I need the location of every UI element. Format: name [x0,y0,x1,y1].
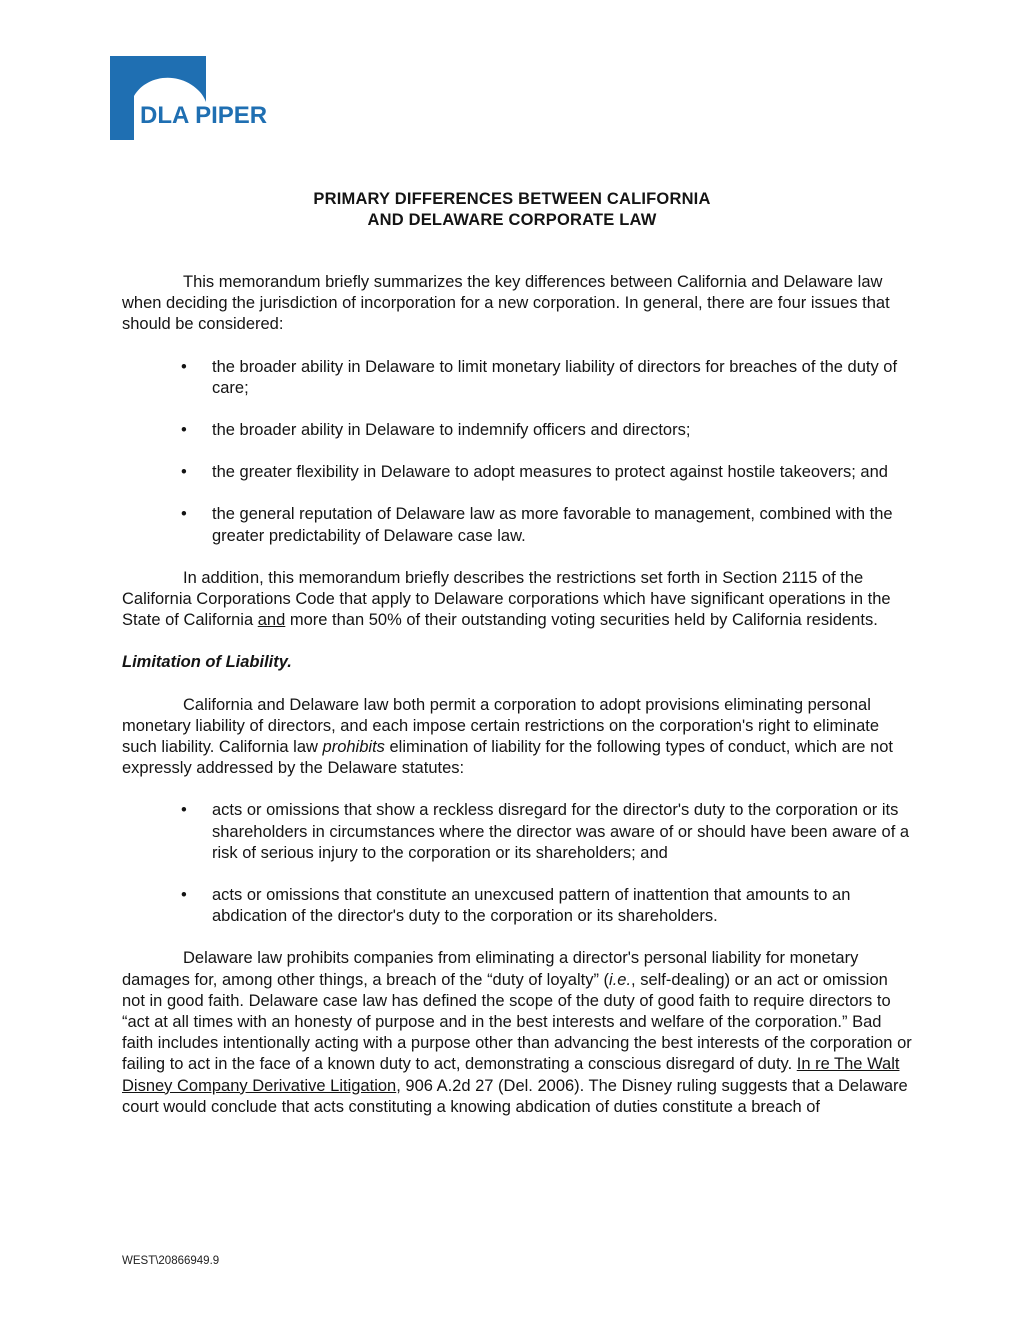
list-item: • the broader ability in Delaware to limit monetary liability of directors for breaches of the duty of care; [181,357,898,397]
list-item: • acts or omissions that show a reckless disregard for the director's duty to the corporation or its shareholders in circumstances where the director was aware of or should have been aware of a risk of serious injury to the corporation or its shareholders; and [181,801,910,862]
bullet-icon: • [181,886,187,905]
bullet-icon: • [181,505,187,524]
list-item: • the broader ability in Delaware to indemnify officers and directors; [122,420,912,441]
list-item: • the general reputation of Delaware law as more favorable to management, combined with the greater predictability of Delaware case law. [181,505,893,545]
title-line-1: PRIMARY DIFFERENCES BETWEEN CALIFORNIA [313,190,711,208]
list-item: • acts or omissions that constitute an unexcused pattern of inattention that amounts to an abdication of the director's duty to the corporation or its shareholders. [181,886,851,926]
bullet-icon: • [181,801,187,820]
emphasis-ie: i.e. [609,970,632,989]
logo-text: DLA PIPER [140,102,268,129]
document-title [122,189,902,231]
delaware-paragraph: Delaware law prohibits companies from eliminating a director's personal liability for monetary damages for, among other things, a breach of the “duty of loyalty” (i.e., self-dealing) or an act or omission not in good faith. Delaware case law has defined the scope of the duty of good faith to require directors to “act at all times with an honesty of purpose and in the best interests and welfare of the corporation.” Bad faith includes intentionally acting with a purpose other than advancing the best interests of the corporation or failing to act in the face of a known duty to act, demonstrating a conscious disregard of duty. In re The Walt Disney Company Derivative Litigation, 906 A.2d 27 (Del. 2006). The Disney ruling suggests that a Delaware court would conclude that acts constituting a knowing abdication of duties constitute a breach of [122,949,912,1116]
title-line-2: AND DELAWARE CORPORATE LAW [367,211,657,229]
emphasis-prohibits: prohibits [322,738,385,757]
case-citation: In re The Walt Disney Company Derivative Litigation [122,1055,900,1095]
section-heading: Limitation of Liability. [122,653,292,672]
logo-mark-icon [108,52,308,144]
list-item: • the greater flexibility in Delaware to adopt measures to protect against hostile takeovers; and [122,462,912,483]
addition-paragraph: In addition, this memorandum briefly describes the restrictions set forth in Section 2115 of the California Corporations Code that apply to Delaware corporations which have significant operations in the State of California and more than 50% of their outstanding voting securities held by California residents. [122,568,891,630]
bullet-icon: • [181,421,187,440]
liability-paragraph: California and Delaware law both permit a corporation to adopt provisions eliminating personal monetary liability of directors, and each impose certain restrictions on the corporation's right to eliminate such liability. California law prohibits elimination of liability for the following types of conduct, which are not expressly addressed by the Delaware statutes: [122,695,894,778]
document-id-footer: WEST\20866949.9 [122,1255,220,1267]
memo-body [122,272,912,1118]
dla-piper-logo [108,52,308,144]
bullet-icon: • [181,463,187,482]
bullet-icon: • [181,357,187,376]
intro-paragraph: This memorandum briefly summarizes the key differences between California and Delaware law when deciding the jurisdiction of incorporation for a new corporation. In general, there are four issues that should be considered: [122,273,890,334]
underlined-and: and [257,611,286,630]
issues-list [122,357,912,547]
conduct-list [122,800,912,927]
